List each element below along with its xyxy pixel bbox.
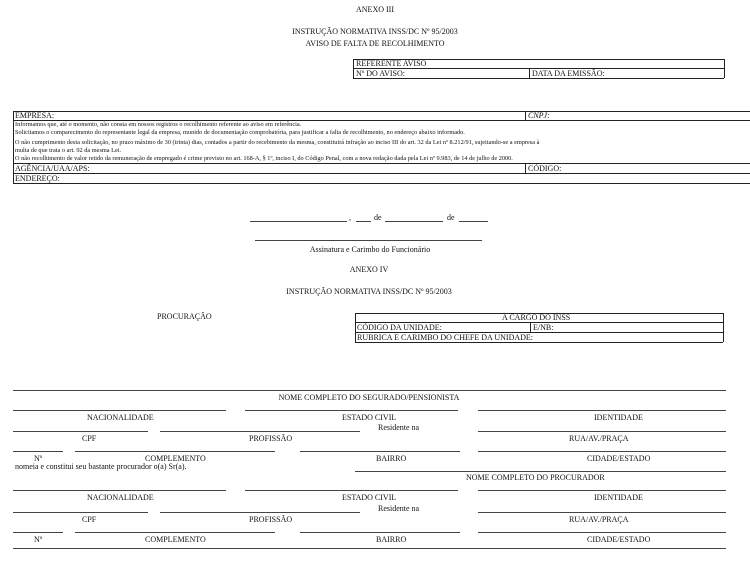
procurador-complemento-label: COMPLEMENTO <box>145 535 206 544</box>
rua-label: RUA/AV./PRAÇA <box>569 434 629 443</box>
deadline-paragraph-line1: O não cumprimento desta solicitação, no prazo máximo de 30 (trinta) dias, contados a partir do recebimento da mesma, constituirá infração ao inciso III do art. 32 da Lei nº 8.212/91, sujeitando-se a empresa à <box>15 139 540 146</box>
profissao-label: PROFISSÃO <box>249 434 293 443</box>
crime-paragraph: O não recolhimento de valor retido da remuneração de empregado é crime previsto no art. 168-A, § 1º, inciso I, do Código Penal, com a nova redação dada pela Lei nº 9.983, de 14 de julho de 2000. <box>15 155 513 162</box>
identidade-line[interactable] <box>478 410 726 411</box>
agencia-field[interactable]: AGÊNCIA/UAA/APS: <box>15 164 90 173</box>
info-paragraph-line1: Informamos que, até o momento, não consta em nossos registros o recolhimento referente ao aviso em referência. <box>15 121 302 128</box>
a-cargo-inss-label: A CARGO DO INSS <box>502 313 571 322</box>
annex4-title: ANEXO IV <box>349 265 389 274</box>
profissao-line[interactable] <box>160 431 360 432</box>
estado-civil-line[interactable] <box>245 410 458 411</box>
signature-caption: Assinatura e Carimbo do Funcionário <box>309 245 431 254</box>
procurador-title: NOME COMPLETO DO PROCURADOR <box>466 473 605 482</box>
residente-label: Residente na <box>378 423 420 432</box>
enb-field[interactable]: E/NB: <box>533 323 554 332</box>
identidade-label: IDENTIDADE <box>594 413 643 422</box>
numero-line[interactable] <box>13 451 63 452</box>
complemento-label: COMPLEMENTO <box>145 454 206 463</box>
procurador-estado-civil-label: ESTADO CIVIL <box>342 493 397 502</box>
endereco-field[interactable]: ENDEREÇO: <box>15 174 60 183</box>
procurador-rua-line[interactable] <box>478 512 726 513</box>
cidade-line[interactable] <box>478 451 726 452</box>
bairro-label: BAIRRO <box>376 454 407 463</box>
nacionalidade-line[interactable] <box>13 410 226 411</box>
info-paragraph-line2: Solicitamos o comparecimento do representante legal da empresa, munido de documentação comprobatória, para justificar a falta de recolhimento, no endereço abaixo informado. <box>15 129 465 136</box>
procurador-profissao-label: PROFISSÃO <box>249 515 293 524</box>
cnpj-field[interactable]: CNPJ: <box>528 111 550 120</box>
procurador-complemento-line[interactable] <box>75 532 275 533</box>
annex3-title: ANEXO III <box>356 5 394 14</box>
deadline-paragraph-line2: multa de que trata o art. 92 da mesma Lei. <box>15 147 122 154</box>
procurador-identidade-line[interactable] <box>478 490 726 491</box>
procurador-numero-line[interactable] <box>13 532 63 533</box>
date-de-1: de <box>374 213 382 222</box>
bottom-rule <box>13 548 726 549</box>
segurado-title: NOME COMPLETO DO SEGURADO/PENSIONISTA <box>278 393 460 402</box>
cpf-line[interactable] <box>13 431 148 432</box>
date-comma: , <box>349 213 351 222</box>
empresa-field[interactable]: EMPRESA: <box>15 111 55 120</box>
procurador-identidade-label: IDENTIDADE <box>594 493 643 502</box>
numero-label: Nº <box>34 454 43 463</box>
annex3-instruction: INSTRUÇÃO NORMATIVA INSS/DC Nº 95/2003 <box>292 27 458 36</box>
rua-line[interactable] <box>478 431 726 432</box>
annex4-instruction: INSTRUÇÃO NORMATIVA INSS/DC Nº 95/2003 <box>286 287 452 296</box>
procurador-cidade-line[interactable] <box>478 532 726 533</box>
day-blank[interactable] <box>356 221 371 222</box>
year-blank[interactable] <box>459 221 488 222</box>
codigo-unidade-field[interactable]: CÓDIGO DA UNIDADE: <box>357 323 442 332</box>
codigo-field[interactable]: CÓDIGO: <box>528 164 562 173</box>
procurador-residente-label: Residente na <box>378 504 420 513</box>
nomeia-text: nomeia e constitui seu bastante procurador o(a) Sr(a). <box>15 462 187 471</box>
procurador-rua-label: RUA/AV./PRAÇA <box>569 515 629 524</box>
cidade-label: CIDADE/ESTADO <box>587 454 651 463</box>
procurador-estado-civil-line[interactable] <box>245 490 458 491</box>
bairro-line[interactable] <box>300 451 460 452</box>
referente-aviso-label: REFERENTE AVISO <box>356 59 427 68</box>
annex3-subtitle: AVISO DE FALTA DE RECOLHIMENTO <box>305 39 445 48</box>
complemento-line[interactable] <box>75 451 275 452</box>
procurador-numero-label: Nº <box>34 535 43 544</box>
procurador-cpf-line[interactable] <box>13 512 148 513</box>
place-blank[interactable] <box>250 221 347 222</box>
segurado-name-line[interactable] <box>13 390 726 391</box>
procurador-nacionalidade-line[interactable] <box>13 490 226 491</box>
procurador-bairro-line[interactable] <box>300 532 460 533</box>
date-de-2: de <box>447 213 455 222</box>
data-emissao-field[interactable]: DATA DA EMISSÃO: <box>532 69 605 78</box>
procurador-cpf-label: CPF <box>82 515 97 524</box>
procurador-name-line[interactable] <box>355 471 726 472</box>
signature-line[interactable] <box>255 240 482 241</box>
month-blank[interactable] <box>385 221 443 222</box>
procurador-bairro-label: BAIRRO <box>376 535 407 544</box>
numero-aviso-field[interactable]: Nº DO AVISO: <box>356 69 406 78</box>
procurador-cidade-label: CIDADE/ESTADO <box>587 535 651 544</box>
procurador-profissao-line[interactable] <box>160 512 360 513</box>
cpf-label: CPF <box>82 434 97 443</box>
nacionalidade-label: NACIONALIDADE <box>87 413 154 422</box>
estado-civil-label: ESTADO CIVIL <box>342 413 397 422</box>
procurador-nacionalidade-label: NACIONALIDADE <box>87 493 154 502</box>
procuracao-label: PROCURAÇÃO <box>157 312 212 321</box>
rubrica-field[interactable]: RUBRICA E CARIMBO DO CHEFE DA UNIDADE: <box>357 333 534 342</box>
